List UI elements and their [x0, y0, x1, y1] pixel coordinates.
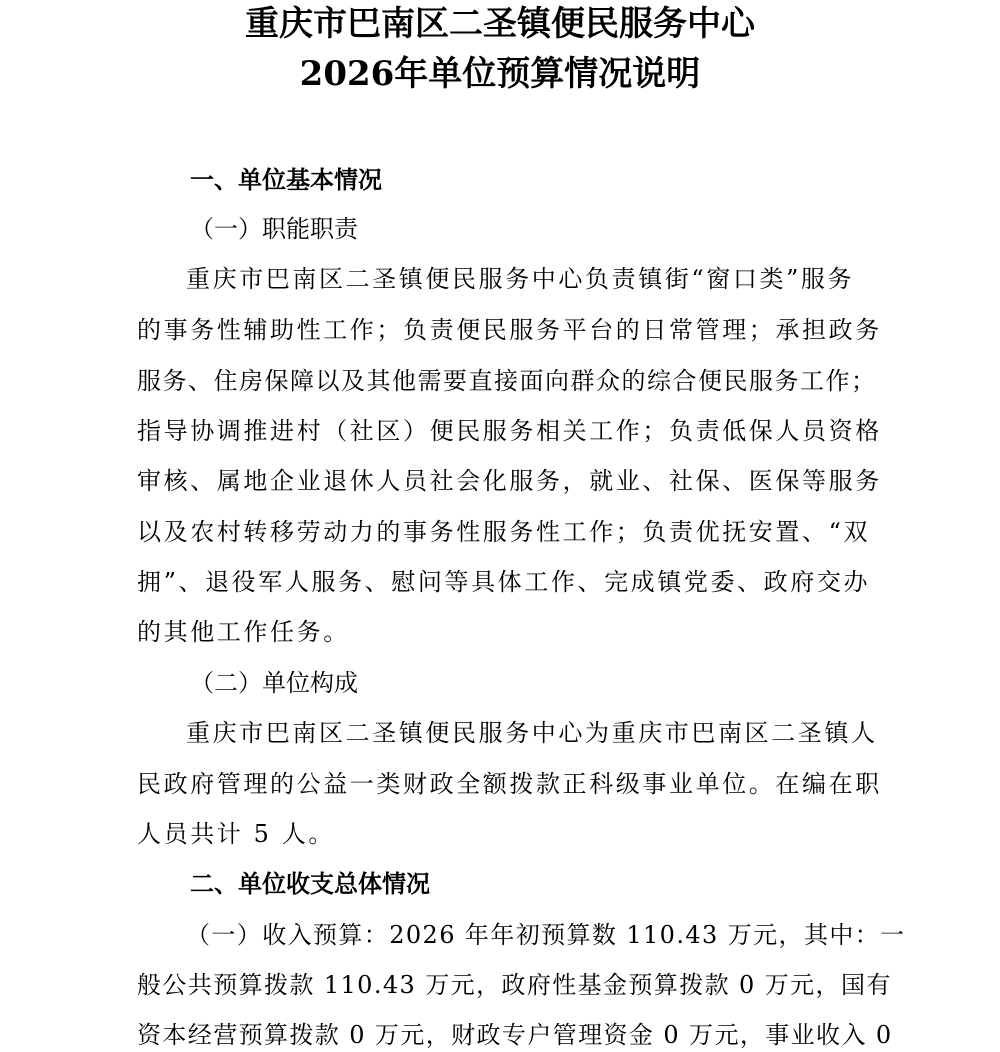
paragraph-line: 资本经营预算拨款 0 万元，财政专户管理资金 0 万元，事业收入 0	[137, 1021, 893, 1049]
subsection-2-heading: （二）单位构成	[190, 669, 358, 697]
paragraph-line: 以及农村转移劳动力的事务性服务性工作；负责优抚安置、“双	[137, 518, 871, 546]
document-title-line-2: 2026年单位预算情况说明	[299, 54, 701, 94]
paragraph-line: 拥”、退役军人服务、慰问等具体工作、完成镇党委、政府交办	[137, 568, 871, 596]
paragraph-line: 服务、住房保障以及其他需要直接面向群众的综合便民服务工作；	[137, 367, 877, 395]
paragraph-line: 审核、属地企业退休人员社会化服务，就业、社保、医保等服务	[137, 467, 882, 495]
paragraph-line: 指导协调推进村（社区）便民服务相关工作；负责低保人员资格	[137, 417, 882, 445]
paragraph-line: 重庆市巴南区二圣镇便民服务中心负责镇街“窗口类”服务	[186, 265, 855, 293]
paragraph-line: 民政府管理的公益一类财政全额拨款正科级事业单位。在编在职	[137, 770, 882, 798]
document-title-line-1: 重庆市巴南区二圣镇便民服务中心	[245, 4, 755, 44]
paragraph-line: 的其他工作任务。	[137, 618, 350, 646]
paragraph-line: （一）收入预算：2026 年年初预算数 110.43 万元，其中：一	[186, 921, 906, 949]
paragraph-line: 人员共计 5 人。	[137, 820, 335, 848]
subsection-1-heading: （一）职能职责	[190, 215, 358, 243]
section-1-heading: 一、单位基本情况	[190, 165, 382, 194]
paragraph-line: 重庆市巴南区二圣镇便民服务中心为重庆市巴南区二圣镇人	[186, 719, 878, 747]
section-2-heading: 二、单位收支总体情况	[190, 869, 430, 898]
paragraph-line: 的事务性辅助性工作；负责便民服务平台的日常管理；承担政务	[137, 316, 882, 344]
paragraph-line: 般公共预算拨款 110.43 万元，政府性基金预算拨款 0 万元，国有	[137, 971, 892, 999]
